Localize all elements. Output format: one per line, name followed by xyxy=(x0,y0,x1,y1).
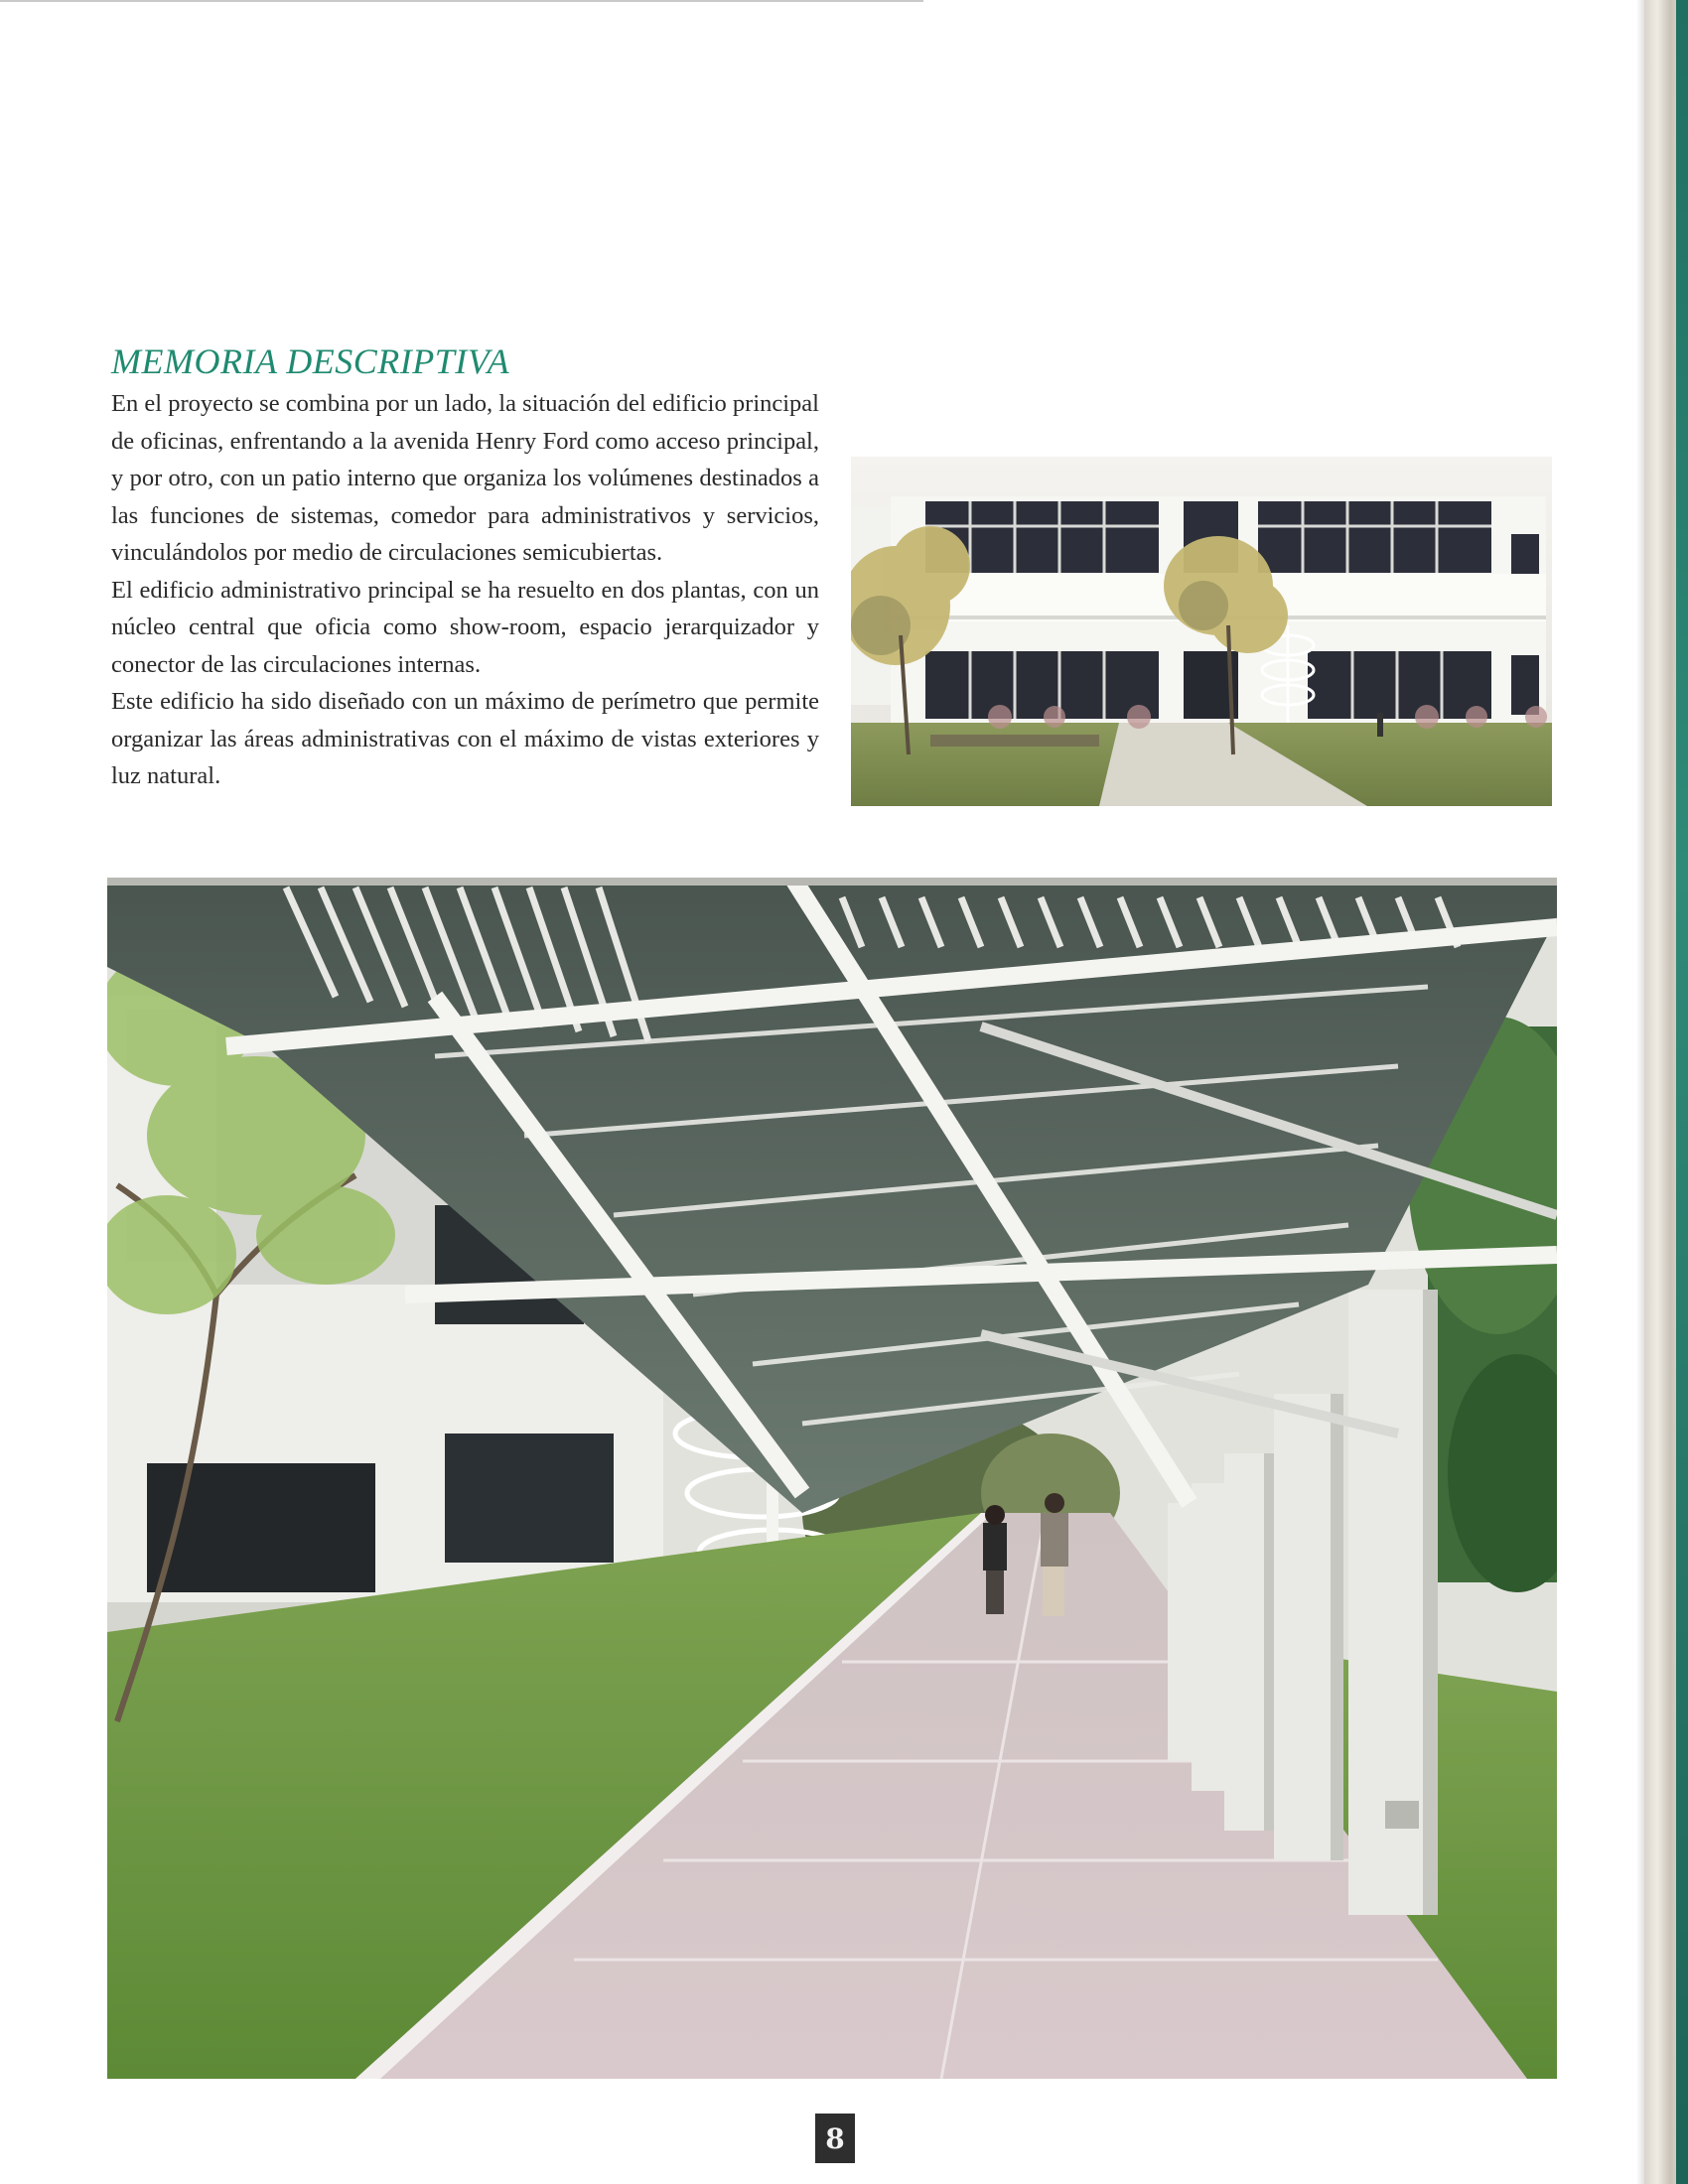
paragraph-2: El edificio administrativo principal se ha resuelto en dos plantas, con un núcleo central que oficia como show-room, espacio jerarquizador y conector de las circulaciones internas. xyxy=(111,576,819,678)
binding-shadow xyxy=(1636,0,1644,2184)
walkway-photo xyxy=(107,878,1557,2079)
paragraph-1: En el proyecto se combina por un lado, la situación del edificio principal de oficinas, enfrentando a la avenida Henry Ford como acceso principal, y por otro, con un patio interno que organiza los volúmenes destinados a las funciones de sistemas, comedor para administrativos y servicios, vinculándolos por medio de circulaciones semicubiertas. xyxy=(111,390,819,566)
paragraph-3: Este edificio ha sido diseñado con un máximo de perímetro que permite organizar las áreas administrativas con el máximo de vistas exteriores y luz natural. xyxy=(111,688,819,789)
page-edge-green-band xyxy=(1676,0,1688,2184)
building-photo xyxy=(851,457,1552,806)
section-heading: MEMORIA DESCRIPTIVA xyxy=(111,341,510,381)
top-rule xyxy=(0,0,923,2)
page-number: 8 xyxy=(815,2114,855,2163)
body-text xyxy=(111,385,819,795)
